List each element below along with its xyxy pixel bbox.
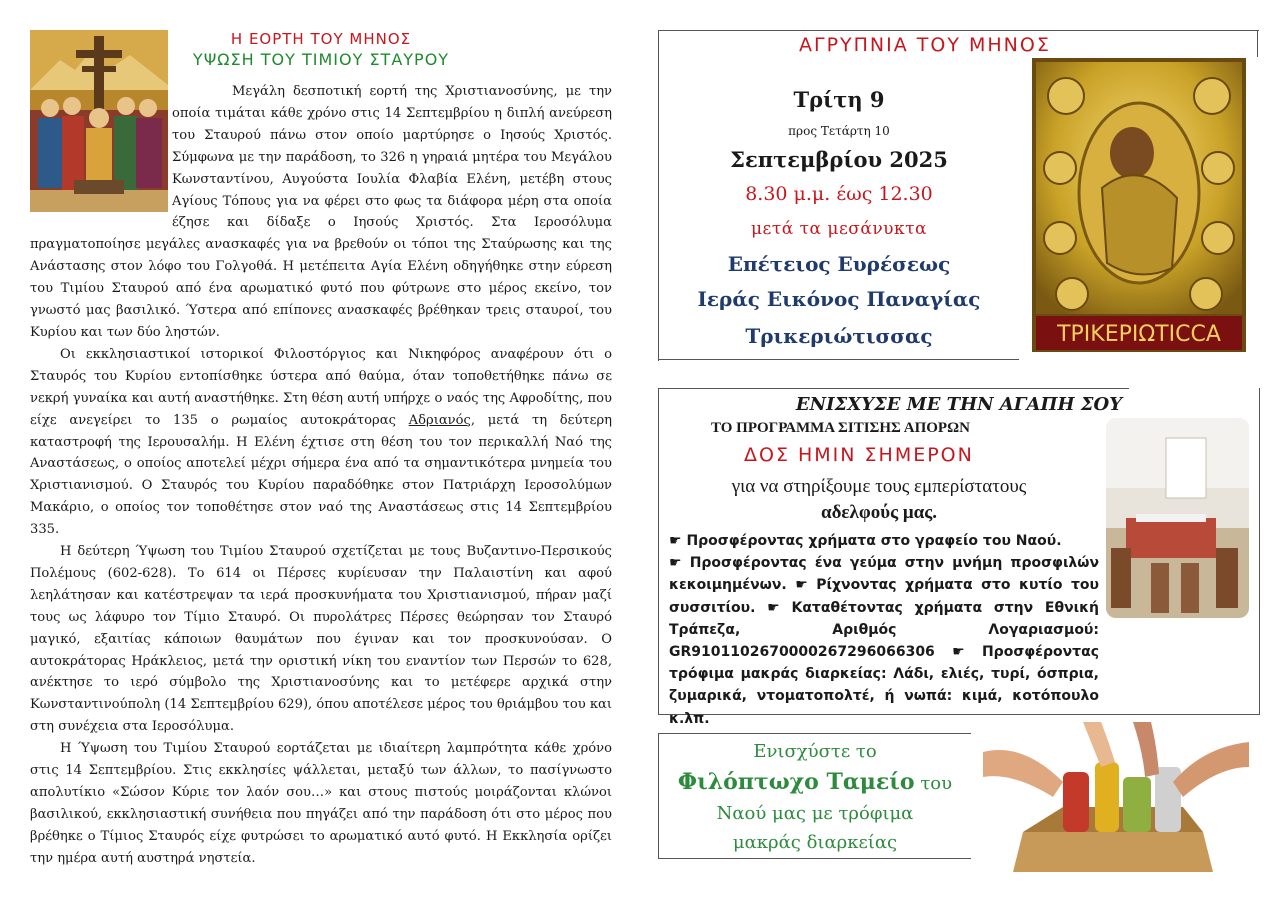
fund-line-3: Ναού μας με τρόφιμα (716, 803, 914, 824)
support-item-3: Ρίχνοντας χρήματα στο κυτίο του συσσιτίου. (669, 577, 1099, 616)
support-item-5: Προσφέροντας τρόφιμα μακράς διαρκείας: Λάδι, ελιές, τυρί, όσπρια, ζυμαρικά, ντοματοπολτέ, ή νωπά: κιμά, κοτόπουλο κ.λπ. (669, 644, 1099, 727)
vigil-day: Τρίτη 9 (793, 87, 885, 112)
fund-line-4: μακράς διαρκείας (732, 832, 898, 853)
vigil-after-midnight: μετά τα μεσάνυκτα (750, 219, 928, 239)
support-program: ΤΟ ΠΡΟΓΡΑΜΜΑ ΣΙΤΙΣΗΣ ΑΠΟΡΩΝ (711, 420, 970, 436)
feast-paragraph-3: Η δεύτερη Ύψωση του Τιμίου Σταυρού σχετίζεται με τους Βυζαντινο-Περσικούς Πολέμους (602-628). Το 614 οι Πέρσες κυρίευσαν την Παλαιστίνη και αφού λεηλάτησαν και κατέστρεψαν τα ιερά προσκυνήματα του Χριστιανισμού, πήραν μαζί τους ως λάφυρο τον Τίμιο Σταυρό. Οι πυρολάτρες Πέρσες θεώρησαν τον Σταυρό μαγικό, εξαιτίας κάποιων θαυμάτων που έγιναν και τον προσκυνούσαν. Ο αυτοκράτορας Ηράκλειος, μετά την οριστική νίκη του εναντίον των Περσών το 628, ανέκτησε το ιερό σύμβολο της Χριστιανοσύνης και το μετέφερε αρχικά στην Κωνσταντινούπολη (14 Σεπτεμβρίου 629), όπου αποτέλεσε μέρος του θριάμβου του και στη συνέχεια στα Ιεροσόλυμα. (30, 544, 612, 735)
feast-body (30, 81, 612, 870)
vigil-title: ΑΓΡΥΠΝΙΑ ΤΟΥ ΜΗΝΟΣ (799, 34, 1051, 56)
feast-title: Η ΕΟΡΤΗ ΤΟΥ ΜΗΝΟΣ (230, 30, 412, 48)
support-purpose-2: αδελφούς μας. (820, 502, 938, 523)
vigil-time: 8.30 μ.μ. έως 12.30 (745, 183, 933, 205)
feast-article (30, 28, 612, 888)
pointing-hand-icon: ☛ (767, 599, 780, 616)
pointing-hand-icon: ☛ (795, 577, 808, 594)
dining-hall-photo (1106, 418, 1249, 618)
support-give-slogan: ΔΟΣ ΗΜΙΝ ΣΗΜΕΡΟΝ (744, 444, 974, 466)
feast-paragraph-1: Μεγάλη δεσποτική εορτή της Χριστιανοσύνης, με την οποία τιμάται κάθε χρόνο στις 14 Σεπτεμβρίου η διπλή ανεύρεση του Σταυρού πάνω στον οποίο μαρτύρησε ο Ιησούς Χριστός. Σύμφωνα με την παράδοση, το 326 η γηραιά μητέρα του Μεγάλου Κωνσταντίνου, Αυγούστα Ιουλία Φλαβία Ελένη, μετέβη στους Αγίους Τόπους για να φέρει στο φως τα διάφορα μέρη στα οποία έζησε και δίδαξε ο Ιησούς Χριστός. Στα Ιεροσόλυμα πραγματοποίησε μεγάλες ανασκαφές για να βρεθούν οι τόποι της Σταύρωσης και της Ανάστασης στον λόφο του Γολγοθά. Η μετέπειτα Αγία Ελένη οδηγήθηκε στην εύρεση του Τιμίου Σταυρού από ένα αρωματικό φυτό που φύτρωνε στο μέρος εκείνο, τον γνωστό μας βασιλικό. Ύστερα από επίπονες ανασκαφές βρέθηκαν τρεις σταυροί, του Κυρίου και των δύο ληστών. (30, 84, 612, 340)
support-item-4: Καταθέτοντας χρήματα στην Εθνική Τράπεζα, Αριθμός Λογαριασμού: GR9101102670000267296066306 (669, 599, 1099, 661)
fund-box (658, 733, 971, 859)
fund-name: Φιλόπτωχο Ταμείο (677, 769, 915, 795)
support-title: ΕΝΙΣΧΥΣΕ ΜΕ ΤΗΝ ΑΓΑΠΗ ΣΟΥ (795, 394, 1123, 415)
food-donation-photo (983, 722, 1249, 872)
pointing-hand-icon: ☛ (952, 644, 965, 661)
vigil-month-year: Σεπτεμβρίου 2025 (730, 147, 948, 172)
fund-line-2: Φιλόπτωχο Ταμείο του (677, 769, 953, 795)
support-item-2: Προσφέροντας ένα γεύμα στην μνήμη προσφιλών κεκοιμημένων. (669, 555, 1099, 594)
pointing-hand-icon: ☛ (669, 533, 682, 549)
vigil-occasion-3: Τρικεριώτισσας (745, 324, 933, 348)
icon-caption-text: ΤΡΙΚΕΡΙΩΤΙCCA (1057, 322, 1221, 347)
support-item-1: Προσφέροντας χρήματα στο γραφείο του Ναού. (686, 533, 1062, 549)
hadrian-name: Αδριανός (408, 412, 471, 428)
pointing-hand-icon: ☛ (669, 555, 682, 572)
vigil-next-day: προς Τετάρτη 10 (788, 124, 890, 138)
support-purpose-1: για να στηρίξουμε τους εμπερίστατους (731, 476, 1027, 497)
trikeriotissa-icon-image (1032, 58, 1246, 352)
fund-line-1: Ενισχύστε το (753, 741, 877, 762)
vigil-occasion-2: Ιεράς Εικόνος Παναγίας (697, 287, 981, 311)
vigil-occasion-1: Επέτειος Ευρέσεως (727, 252, 951, 276)
feast-paragraph-2: Οι εκκλησιαστικοί ιστορικοί Φιλοστόργιος και Νικηφόρος αναφέρουν ότι ο Σταυρός του Κυρίου εντοπίσθηκε ύστερα από θαύμα, όταν τοποθετήθηκε πάνω σε νεκρή γυναίκα και αυτή αναστήθηκε. Στη θέση αυτή υπήρχε ο ναός της Αφροδίτης, που είχε ανεγείρει το 135 ο ρωμαίος αυτοκράτορας Αδριανός, μετά τη δεύτερη καταστροφή της Ιερουσαλήμ. Η Ελένη έχτισε στη θέση του τον περικαλλή Ναό της Αναστάσεως, ο οποίος αποτελεί μέχρι σήμερα ένα από τα σημαντικότερα μνημεία του Χριστιανισμού. Ο Σταυρός του Κυρίου παραδόθηκε στον Πατριάρχη Ιεροσολύμων Μακάριο, ο οποίος τον τοποθέτησε στον ναό της Αναστάσεως στις 14 Σεπτεμβρίου 335. (30, 346, 612, 538)
feast-paragraph-4: Η Ύψωση του Τιμίου Σταυρού εορτάζεται με ιδιαίτερη λαμπρότητα κάθε χρόνο στις 14 Σεπτεμβρίου. Στις εκκλησίες ψάλλεται, μεταξύ των άλλων, το πασίγνωστο απολυτίκιο «Σώσον Κύριε τον λαόν σου…» και στους πιστούς μοιράζονται κλώνοι βασιλικού, εκκλησιαστική συνήθεια που πηγάζει από την παράδοση ότι στο μέρος που βρέθηκε ο Τίμιος Σταυρός είχε φυτρώσει το αρωματικό αυτό φυτό. Η Εκκλησία ορίζει την ημέρα αυτή αυστηρά νηστεία. (30, 741, 612, 866)
feast-subtitle: ΥΨΩΣΗ ΤΟΥ ΤΙΜΙΟΥ ΣΤΑΥΡΟΥ (192, 50, 450, 69)
